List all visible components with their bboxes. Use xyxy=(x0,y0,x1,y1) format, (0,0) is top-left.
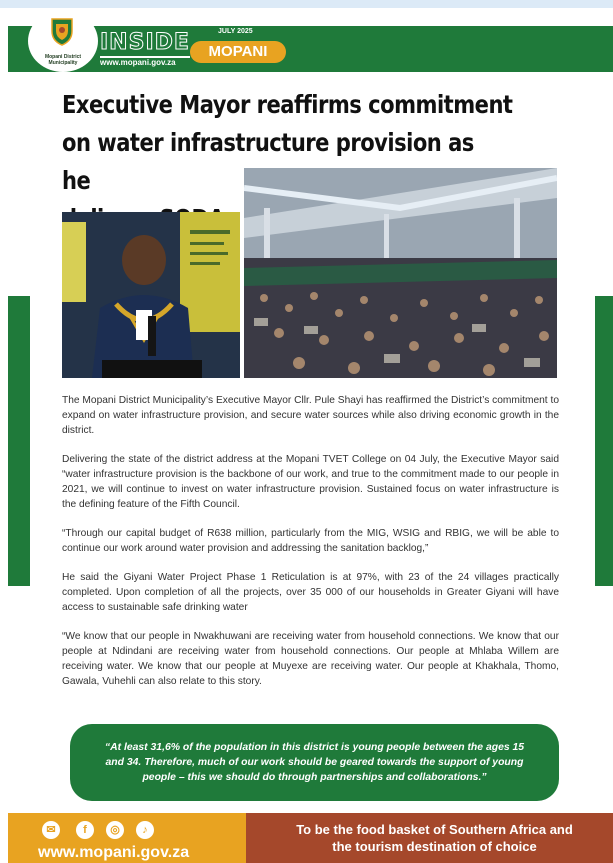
logo-caption: Mopani District Municipality xyxy=(44,54,82,66)
title-line-1: Executive Mayor reaffirms commitment xyxy=(62,90,513,119)
mopani-logo xyxy=(28,10,98,72)
facebook-icon[interactable]: f xyxy=(76,821,94,839)
coat-of-arms-icon xyxy=(49,16,75,46)
article-paragraph: The Mopani District Municipality’s Executive Mayor Cllr. Pule Shayi has reaffirmed the District’s commitment to expand on water infrastructure provision, and secure water sources while also driving economic growth in the district. xyxy=(62,395,559,436)
tiktok-icon[interactable]: ♪ xyxy=(136,821,154,839)
footer-contact-panel xyxy=(8,813,246,863)
slogan-line-2: the tourism destination of choice xyxy=(332,839,537,854)
article-body xyxy=(62,393,559,703)
pull-quote: “At least 31,6% of the population in this district is young people between the ages 15 and 34. Therefore, much of our work should be geared towards the support of young people – this we should do through partnerships and collaborations.” xyxy=(104,742,525,783)
audience-hall-photo xyxy=(244,168,557,378)
newsletter-header xyxy=(8,26,613,72)
mopani-badge: MOPANI xyxy=(190,41,286,63)
article-paragraph: Delivering the state of the district address at the Mopani TVET College on 04 July, the Executive Mayor said “water infrastructure provision is the backbone of our work, and true to the commitment made to our people in 2021, we will continue to invest on water infrastructure provision. Sustained focus on water infrastructure is the defining feature of the Fifth Council. xyxy=(62,454,559,510)
article-paragraph: He said the Giyani Water Project Phase 1 Reticulation is at 97%, with 23 of the 24 villages practically completed. Upon completion of all the projects, over 35 000 of our households in Greater Giyani will have access to sustainable safe drinking water xyxy=(62,572,559,613)
footer-website-link[interactable]: www.mopani.gov.za xyxy=(38,844,190,861)
footer-slogan-panel xyxy=(246,813,613,863)
top-strip xyxy=(0,0,613,8)
instagram-icon[interactable]: ◎ xyxy=(106,821,124,839)
left-accent-bar xyxy=(8,296,30,586)
right-accent-bar xyxy=(595,296,613,586)
mayor-speaking-photo xyxy=(62,212,240,378)
inside-wordmark: INSIDE xyxy=(100,30,190,55)
article-paragraph: “Through our capital budget of R638 million, particularly from the MIG, WSIG and RBIG, we will be able to continue our work around water provision and addressing the sanitation backlog,” xyxy=(62,528,559,554)
article-paragraph: “We know that our people in Nwakhuwani are receiving water from household connections. We know that our people at Ndindani are receiving water from household connections. Our people at Mhlaba Willem are receiving water. We know that our people at Muyexe are receiving water. Our people at Khakhala, Thomo, Gawala, Vuhehli can also relate to this story. xyxy=(62,631,559,687)
header-website-link[interactable]: www.mopani.gov.za xyxy=(100,58,176,67)
footer-slogan xyxy=(262,821,607,855)
slogan-line-1: To be the food basket of Southern Africa and xyxy=(296,822,573,837)
issue-date: JULY 2025 xyxy=(218,28,253,35)
pull-quote-box xyxy=(70,724,559,801)
title-line-2: on water infrastructure provision as he xyxy=(62,128,474,195)
email-icon[interactable]: ✉ xyxy=(42,821,60,839)
